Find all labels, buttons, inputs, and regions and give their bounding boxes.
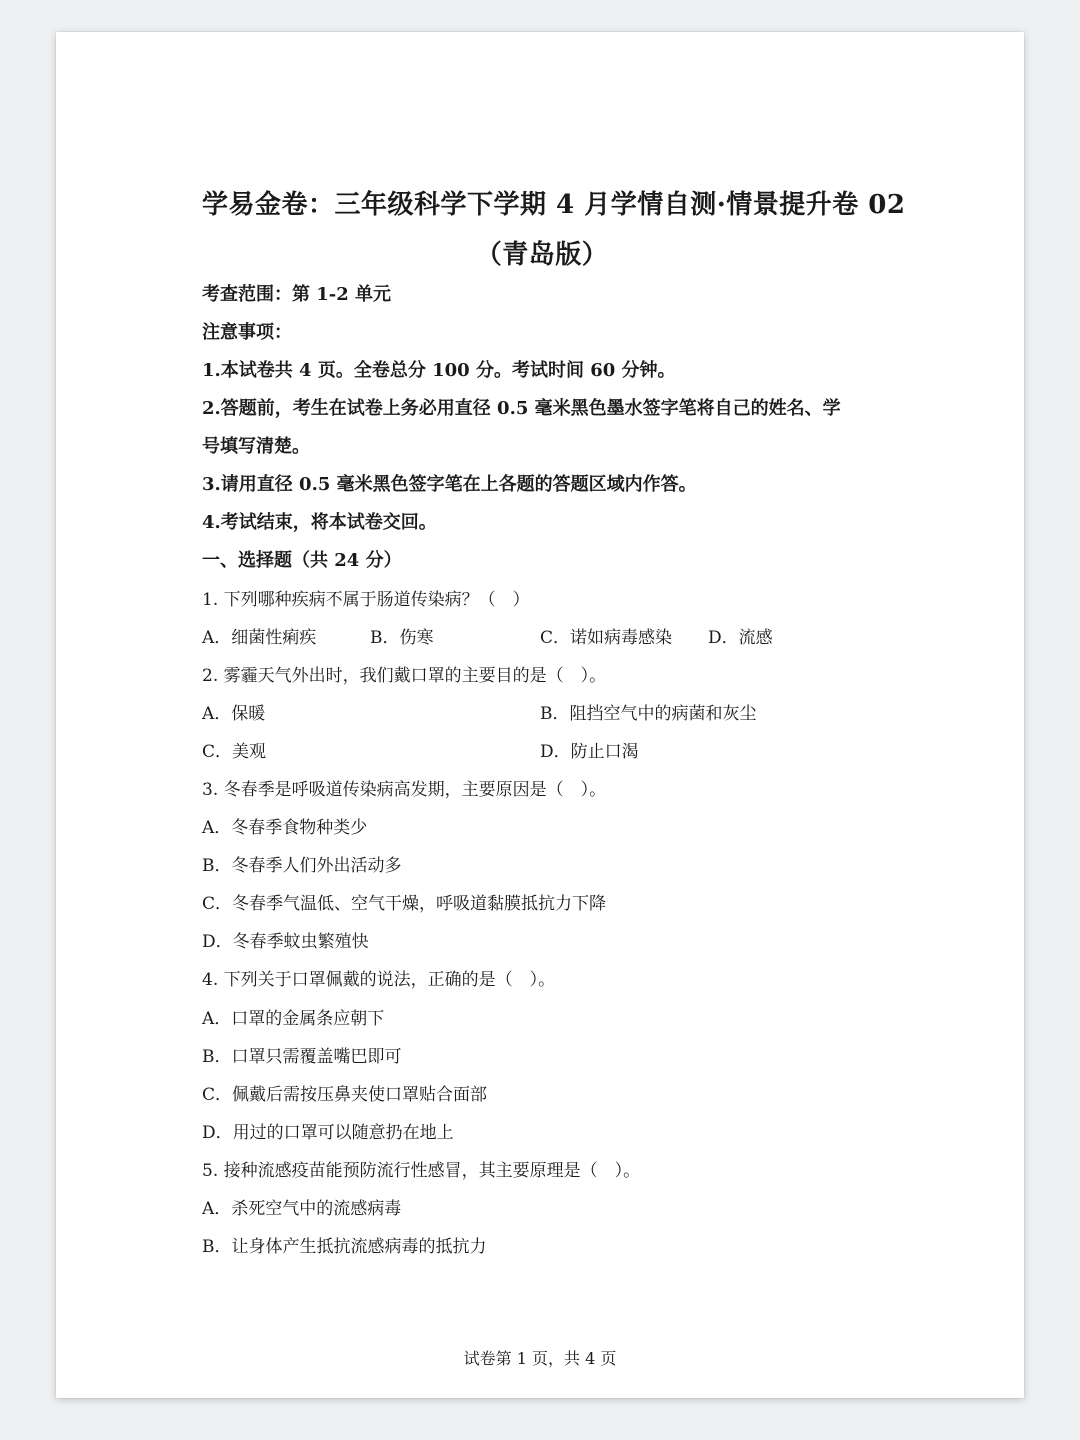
- q2-option-d: D．防止口渴: [540, 742, 639, 762]
- note-2-line1: 2.答题前，考生在试卷上务必用直径 0.5 毫米黑色墨水签字笔将自己的姓名、学: [202, 398, 841, 419]
- q2-option-a: A．保暖: [202, 704, 266, 724]
- question-4-stem: 4. 下列关于口罩佩戴的说法，正确的是（ ）。: [202, 970, 556, 990]
- q1-option-a: A．细菌性痢疾: [202, 628, 317, 648]
- exam-scope: 考查范围：第 1-2 单元: [202, 284, 392, 305]
- question-2-stem: 2. 雾霾天气外出时，我们戴口罩的主要目的是（ ）。: [202, 666, 607, 686]
- exam-title-line1: 学易金卷：三年级科学下学期 4 月学情自测·情景提升卷 02: [202, 190, 906, 220]
- q2-option-c: C．美观: [202, 742, 267, 762]
- note-4: 4.考试结束，将本试卷交回。: [202, 512, 437, 533]
- q2-option-b: B．阻挡空气中的病菌和灰尘: [540, 704, 757, 724]
- q4-option-b: B．口罩只需覆盖嘴巴即可: [202, 1047, 402, 1067]
- q3-option-a: A．冬春季食物种类少: [202, 818, 368, 838]
- question-3-stem: 3. 冬春季是呼吸道传染病高发期，主要原因是（ ）。: [202, 780, 607, 800]
- notes-heading: 注意事项：: [202, 322, 292, 343]
- exam-page: [56, 32, 1024, 1398]
- question-5-stem: 5. 接种流感疫苗能预防流行性感冒，其主要原理是（ ）。: [202, 1161, 641, 1181]
- q1-option-d: D．流感: [708, 628, 773, 648]
- q1-option-b: B．伤寒: [370, 628, 434, 648]
- q3-option-c: C．冬春季气温低、空气干燥，呼吸道黏膜抵抗力下降: [202, 894, 607, 914]
- q4-option-d: D．用过的口罩可以随意扔在地上: [202, 1123, 454, 1143]
- section-heading: 一、选择题（共 24 分）: [202, 550, 402, 571]
- page-number-footer: 试卷第 1 页，共 4 页: [463, 1349, 617, 1368]
- q5-option-a: A．杀死空气中的流感病毒: [202, 1199, 402, 1219]
- q3-option-b: B．冬春季人们外出活动多: [202, 856, 402, 876]
- q4-option-a: A．口罩的金属条应朝下: [202, 1009, 385, 1029]
- q3-option-d: D．冬春季蚊虫繁殖快: [202, 932, 369, 952]
- note-2-line2: 号填写清楚。: [202, 436, 310, 457]
- q5-option-b: B．让身体产生抵抗流感病毒的抵抗力: [202, 1237, 487, 1257]
- note-3: 3.请用直径 0.5 毫米黑色签字笔在上各题的答题区域内作答。: [202, 474, 697, 495]
- question-1-stem: 1. 下列哪种疾病不属于肠道传染病？（ ）: [202, 590, 530, 610]
- q1-option-c: C．诺如病毒感染: [540, 628, 673, 648]
- note-1: 1.本试卷共 4 页。全卷总分 100 分。考试时间 60 分钟。: [202, 360, 676, 381]
- q4-option-c: C．佩戴后需按压鼻夹使口罩贴合面部: [202, 1085, 488, 1105]
- exam-title-line2: （青岛版）: [475, 240, 609, 270]
